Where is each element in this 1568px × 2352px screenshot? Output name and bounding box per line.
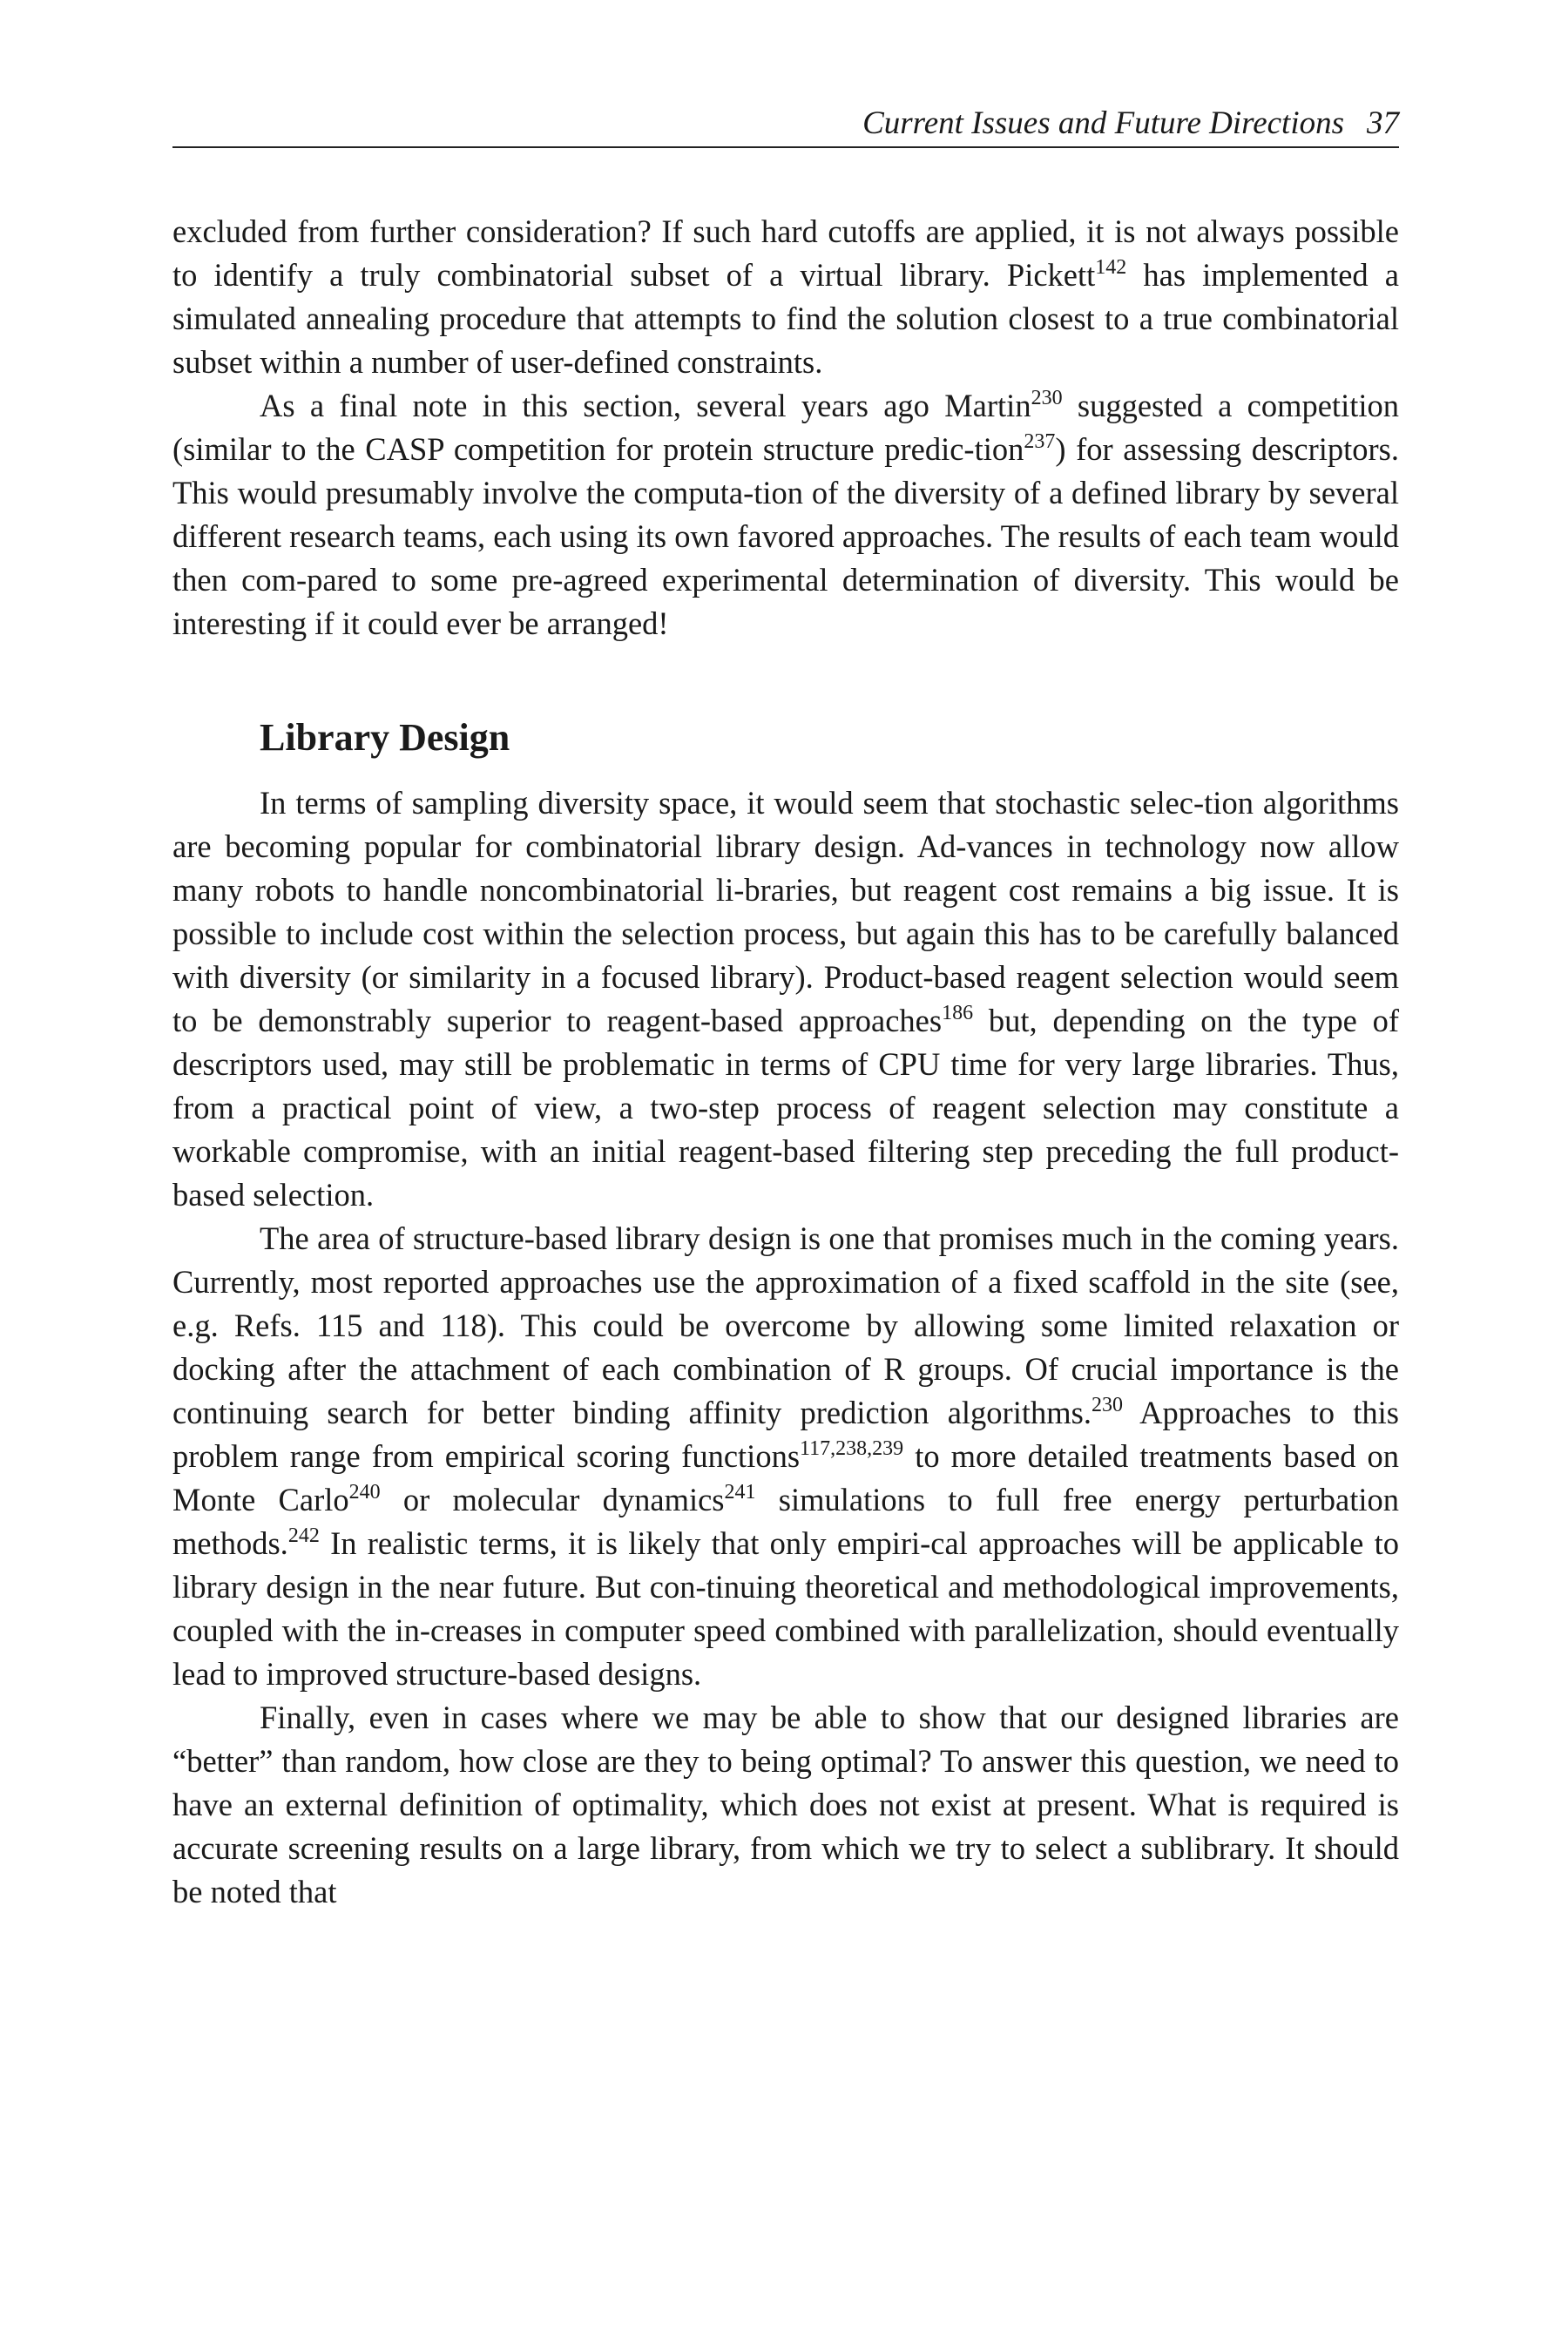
reference-superscript: 241 (724, 1481, 756, 1504)
paragraph-text: In terms of sampling diversity space, it would seem that stochastic selec-tion algorithms are becoming popular for combinatorial library design. Ad-vances in technology now allow many robots to handle noncombinatorial li-braries, but reagent cost remains a big issue. It is possible to include cost within the selection process, but again this has to be carefully balanced with diversity (or similarity in a focused library). Product-based reagent selection would seem to be demonstrably superior to reagent-based approaches (172, 785, 1399, 1038)
paragraph-text: excluded from further consideration? If such hard cutoffs are applied, it is not always possible to identify a truly combinatorial subset of a virtual library. Pickett (172, 213, 1399, 293)
reference-superscript: 230 (1091, 1394, 1123, 1416)
paragraph-text: The area of structure-based library design is one that promises much in the coming years. Currently, most reported approaches use the approximation of a fixed scaffold in the site (see, e.g. Refs. 115 and 118). This could be overcome by allowing some limited relaxation or docking after the attachment of each combination of R groups. Of crucial importance is the continuing search for better binding affinity prediction algorithms. (172, 1220, 1399, 1430)
paragraph-text: simulations to full free energy perturbation methods. (172, 1482, 1400, 1561)
paragraph-casp-competition (172, 384, 1399, 645)
paragraph-text: Finally, even in cases where we may be able to show that our designed libraries are “better” than random, how close are they to being optimal? To answer this question, we need to have an external definition of optimality, which does not exist at present. What is required is accurate screening results on a large library, from which we try to select a sublibrary. It should be noted that (172, 1700, 1399, 1909)
running-head (172, 105, 1399, 148)
paragraph-text: Approaches to this problem range from empirical scoring functions (172, 1395, 1399, 1474)
page-number: 37 (1367, 105, 1399, 141)
reference-superscript: 242 (287, 1524, 320, 1547)
paragraph-text: but, depending on the type of descriptors used, may still be problematic in terms of CPU time for very large libraries. Thus, from a practical point of view, a two-step process of reagent selection may constitute a workable compromise, with an initial reagent-based filtering step preceding the full product-based selection. (172, 1003, 1399, 1213)
section-heading: Library Design (260, 716, 510, 759)
paragraph-text: or molecular dynamics (380, 1482, 725, 1517)
paragraph-text: As a final note in this section, several years ago Martin (260, 388, 1031, 423)
reference-superscript: 237 (1024, 430, 1056, 453)
paragraph-continuation (172, 210, 1399, 384)
paragraph-text: ) for assessing descriptors. This would presumably involve the computa-tion of the diversity of a defined library by several different research teams, each using its own favored approaches. The results of each team would then com-pared to some pre-agreed experimental determination of diversity. This would be interesting if it could ever be arranged! (172, 431, 1399, 641)
reference-superscript: 186 (942, 1002, 974, 1024)
reference-superscript: 230 (1031, 387, 1063, 409)
reference-superscript: 117,238,239 (800, 1437, 904, 1460)
running-head-title: Current Issues and Future Directions (862, 105, 1344, 141)
reference-superscript: 240 (348, 1481, 381, 1504)
paragraph-structure-based-design (172, 1217, 1399, 1696)
paragraph-text: has implemented a simulated annealing procedure that attempts to find the solution closest to a true combinatorial subset within a number of user-defined constraints. (172, 257, 1399, 380)
paragraph-stochastic-selection (172, 781, 1399, 1217)
page-body (172, 210, 1399, 1914)
reference-superscript: 142 (1095, 256, 1127, 279)
paragraph-optimality (172, 1696, 1399, 1914)
paragraph-text: In realistic terms, it is likely that only empiri-cal approaches will be applicable to library design in the near future. But con-tinuing theoretical and methodological improvements, coupled with the in-creases in computer speed combined with parallelization, should eventually lead to improved structure-based designs. (172, 1525, 1399, 1692)
paragraph-text: suggested a competition (similar to the CASP competition for protein structure predic-tion (172, 388, 1399, 467)
paragraph-text: to more detailed treatments based on Monte Carlo (172, 1438, 1399, 1517)
